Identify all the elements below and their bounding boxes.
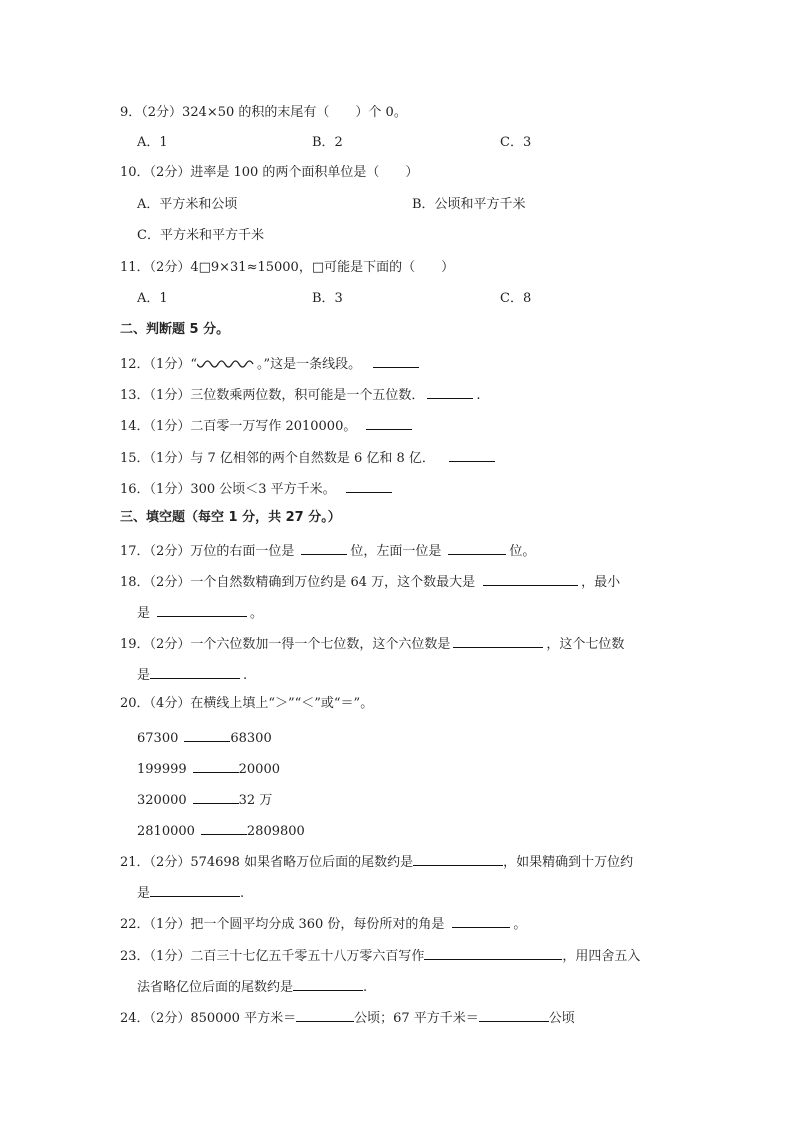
q19-text: 19．（2分）一个六位数加一得一个七位数，这个六位数是 — [120, 637, 451, 652]
answer-blank[interactable] — [296, 1007, 354, 1022]
answer-blank[interactable] — [449, 447, 495, 462]
question-23 — [120, 945, 640, 966]
right-value: 20000 — [238, 762, 280, 777]
question-11: 11．（2分）4□9×31≈15000，□可能是下面的（ ） — [120, 260, 455, 275]
q21-text: 21．（2分）574698 如果省略万位后面的尾数约是 — [120, 855, 414, 870]
question-16 — [120, 478, 395, 499]
answer-blank[interactable] — [150, 882, 240, 897]
left-value: 199999 — [137, 762, 187, 777]
q23-line2: 法省略亿位后面的尾数约是 — [137, 980, 294, 995]
q14-text: 14．（1分）二百零一万写作 2010000。 — [120, 419, 357, 434]
answer-blank[interactable] — [301, 540, 347, 555]
question-19-cont — [137, 664, 247, 685]
question-21 — [120, 851, 633, 872]
comparison-row — [137, 758, 280, 779]
question-14 — [120, 415, 415, 436]
question-15 — [120, 447, 498, 468]
q24-mid: 公顷；67 平方千米＝ — [354, 1011, 479, 1026]
option-b[interactable]: B．3 — [312, 291, 343, 306]
q21-line2: 是 — [137, 886, 151, 901]
right-value: 68300 — [230, 731, 272, 746]
q21-mid: ，如果精确到十万位约 — [503, 855, 634, 870]
q23-text: 23．（1分）二百三十七亿五千零五十八万零六百写作 — [120, 949, 425, 964]
answer-blank[interactable] — [157, 602, 247, 617]
option-a[interactable]: A．平方米和公顷 — [137, 197, 238, 212]
question-12 — [120, 353, 422, 374]
section-heading-2: 二、判断题 5 分。 — [120, 322, 230, 337]
question-24 — [120, 1007, 575, 1028]
q19-suffix: . — [243, 668, 248, 683]
q17-suffix: 位。 — [509, 544, 536, 559]
answer-blank[interactable] — [373, 353, 419, 368]
option-c[interactable]: C．3 — [500, 135, 532, 150]
question-18-cont — [137, 602, 263, 623]
question-10: 10．（2分）进率是 100 的两个面积单位是（ ） — [120, 165, 419, 180]
q16-text: 16．（1分）300 公顷＜3 平方千米。 — [120, 482, 336, 497]
option-b[interactable]: B．公顷和平方千米 — [412, 197, 526, 212]
answer-blank[interactable] — [479, 1007, 549, 1022]
question-23-cont — [137, 976, 367, 997]
q12-suffix: 。”这是一条线段。 — [256, 357, 362, 372]
q22-text: 22．（1分）把一个圆平均分成 360 份，每份所对的角是 — [120, 917, 445, 932]
answer-blank[interactable] — [293, 976, 363, 991]
q24-text: 24．（2分）850000 平方米＝ — [120, 1011, 297, 1026]
answer-blank[interactable] — [427, 384, 473, 399]
question-13 — [120, 384, 480, 405]
option-b[interactable]: B．2 — [312, 135, 343, 150]
option-a[interactable]: A．1 — [137, 135, 168, 150]
q18-suffix: 。 — [250, 606, 264, 621]
q12-prefix: 12．（1分）“ — [120, 357, 197, 372]
answer-blank[interactable] — [193, 789, 239, 804]
q18-mid: ，最小 — [581, 575, 621, 590]
answer-blank[interactable] — [453, 633, 543, 648]
answer-blank[interactable] — [413, 851, 503, 866]
question-21-cont — [137, 882, 244, 903]
q17-mid: 位，左面一位是 — [350, 544, 442, 559]
q13-text: 13．（1分）三位数乘两位数，积可能是一个五位数． — [120, 388, 425, 403]
q23-suffix: . — [363, 980, 368, 995]
answer-blank[interactable] — [448, 540, 506, 555]
answer-blank[interactable] — [366, 415, 412, 430]
answer-blank[interactable] — [483, 571, 578, 586]
answer-blank[interactable] — [424, 945, 562, 960]
q13-suffix: . — [476, 388, 481, 403]
option-c[interactable]: C．平方米和平方千米 — [137, 228, 264, 243]
right-value: 2809800 — [246, 824, 305, 839]
answer-blank[interactable] — [452, 913, 510, 928]
left-value: 2810000 — [137, 824, 195, 839]
left-value: 320000 — [137, 793, 187, 808]
left-value: 67300 — [137, 731, 179, 746]
answer-blank[interactable] — [150, 664, 240, 679]
q23-mid: ，用四舍五入 — [562, 949, 641, 964]
question-19 — [120, 633, 624, 654]
answer-blank[interactable] — [201, 820, 247, 835]
question-17 — [120, 540, 535, 561]
comparison-row — [137, 820, 305, 841]
wavy-line-icon — [197, 360, 257, 370]
answer-blank[interactable] — [346, 478, 392, 493]
option-c[interactable]: C．8 — [500, 291, 532, 306]
question-9: 9．（2分）324×50 的积的末尾有（ ）个 0。 — [120, 105, 407, 120]
right-value: 32 万 — [238, 793, 273, 808]
q19-mid: ，这个七位数 — [546, 637, 625, 652]
q17-text: 17．（2分）万位的右面一位是 — [120, 544, 295, 559]
q19-line2: 是 — [137, 668, 151, 683]
comparison-row — [137, 727, 272, 748]
q18-text: 18．（2分）一个自然数精确到万位约是 64 万，这个数最大是 — [120, 575, 476, 590]
q15-text: 15．（1分）与 7 亿相邻的两个自然数是 6 亿和 8 亿． — [120, 451, 435, 466]
question-22 — [120, 913, 526, 934]
question-18 — [120, 571, 620, 592]
comparison-row — [137, 789, 272, 810]
answer-blank[interactable] — [184, 727, 230, 742]
q18-line2: 是 — [137, 606, 151, 621]
q24-suffix: 公顷 — [548, 1011, 575, 1026]
section-heading-3: 三、填空题（每空 1 分，共 27 分。） — [120, 510, 341, 525]
answer-blank[interactable] — [193, 758, 239, 773]
option-a[interactable]: A．1 — [137, 291, 168, 306]
q22-suffix: 。 — [513, 917, 527, 932]
q21-suffix: . — [240, 886, 245, 901]
question-20: 20．（4分）在横线上填上“＞”“＜”或“＝”。 — [120, 696, 374, 711]
